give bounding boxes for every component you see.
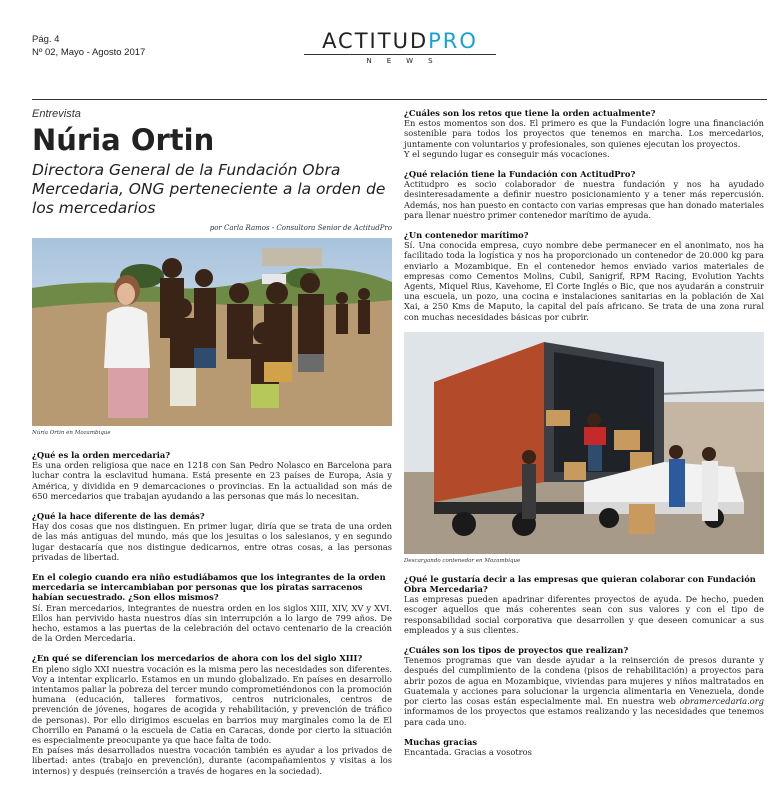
qa-item: [32, 511, 392, 562]
actitudpro-logo: [300, 30, 500, 65]
question: ¿Qué relación tiene la Fundación con ActitudPro?: [404, 169, 636, 180]
logo-divider: [304, 54, 496, 55]
question: ¿Un contenedor marítimo?: [404, 230, 529, 241]
logo-accent-text: PRO: [428, 29, 478, 53]
qa-item: [32, 653, 392, 775]
question: ¿En qué se diferencian los mercedarios de ahora con los del siglo XIII?: [32, 653, 363, 664]
photo-illustration: [404, 332, 764, 554]
interviewee-name: Núria Ortin: [32, 123, 215, 157]
logo-main-text: ACTITUD: [322, 29, 429, 53]
header-divider: [32, 99, 767, 100]
qa-item: [32, 572, 392, 643]
page-header-info: [32, 33, 145, 59]
answer: Encantada. Gracias a vosotros: [404, 746, 532, 757]
left-qa-list: [32, 450, 392, 776]
answer: Hay dos cosas que nos distinguen. En primer lugar, diría que se trata de una orden de las más antiguas del mundo, más que los jesuitas o los salesianos, y en segundo lugar destacaría que nos distingue dedicarnos, entre otras cosas, a las personas privadas de libertad.: [32, 521, 392, 562]
author-byline: por Carla Ramos - Consultora Senior de ActitudPro: [209, 224, 392, 232]
question: ¿Cuáles son los tipos de proyectos que realizan?: [404, 645, 629, 656]
right-qa-list: [404, 574, 764, 757]
question: ¿Cuáles son los retos que tiene la orden actualmente?: [404, 108, 656, 118]
answer: Sí. Una conocida empresa, cuyo nombre debe permanecer en el anonimato, nos ha facilitado toda la logística y nos ha proporcionado un contenedor de 20.000 kg para enviarlo a Mozambique. En el contenedor hemos enviado varios materiales de empresas como Cementos Molins, Cubil, Sanigrif, RPM Racing, Evolution Yachts Agents, Miquel Rius, Kavehome, El Corte Inglés o Bic, que nos ayudarán a construir una escuela, un pozo, una cocina e instalaciones sanitarias en la población de Xai Xai, a 250 Kms de Maputo, la capital del país africano. Se trata de una zona rural con muchas necesidades básicas por cubrir.: [404, 240, 764, 322]
qa-item: [404, 169, 764, 220]
answer-continued: Y el segundo lugar es conseguir más vocaciones.: [404, 148, 610, 159]
answer: Las empresas pueden apadrinar diferentes proyectos de ayuda. De hecho, pueden escoger aquellos que más coherentes sean con sus valores y con el tipo de responsabilidad social corporativa que desarrollen y que deseen comunicar a sus empleados y a sus clientes.: [404, 594, 764, 635]
answer-text: Tenemos programas que van desde ayudar a la reinserción de presos durante y después del cumplimiento de la condena (pisos de rehabilitación) a proyectos para abrir pozos de agua en Mozambique, viviendas para mujeres y niños maltratados en Guatemala y acciones para solucionar la urgencia alimentaria en Venezuela, donde por cierto las cosas están especialmente mal. En nuestra web: [404, 655, 764, 707]
question: En el colegio cuando era niño estudiábamos que los integrantes de la orden mercedaria se intercambiaban por personas que los piratas sarracenos habían secuestrado. ¿Son ellos mismos?: [32, 572, 386, 603]
qa-item: [404, 574, 764, 635]
answer: En pleno siglo XXI nuestra vocación es la misma pero las necesidades son diferentes. Voy a intentar explicarlo. Estamos en un mundo globalizado. En países en desarrollo intentamos paliar la pobreza del tercer mundo comprometiéndonos con la promoción humana (educación, talleres formativos, centros nutricionales, centros de prevención de jóvenes, hogares de acogida y rehabilitación, y prevención de tráfico de personas). Por ello dirigimos escuelas en barrios muy marginales como la de El Chorrillo en Panamá o la escuela de Catia en Caracas, donde por cierto la situación es especialmente preocupante ya que hace falta de todo.: [32, 663, 392, 746]
left-column: [32, 108, 392, 786]
answer: Sí. Eran mercedarios, integrantes de nuestra orden en los siglos XIII, XIV, XV y XVI. Ellos han pervivido hasta nuestros días sin interrupción a lo largo de 799 años. De hecho, estamos a las puertas de la celebración del octavo centenario de la creación de la Orden Mercedaria.: [32, 602, 392, 644]
interviewee-title: Directora General de la Fundación Obra Mercedaria, ONG perteneciente a la orden de los mercedarios: [32, 161, 386, 217]
qa-item: [404, 645, 764, 727]
section-kicker: Entrevista: [32, 108, 81, 120]
photo-nuria-mozambique: [32, 238, 392, 426]
logo-subtitle: NEWS: [366, 57, 448, 65]
right-column: [404, 108, 764, 767]
answer: Actitudpro es socio colaborador de nuestra fundación y nos ha ayudado desinteresadamente a definir nuestro posicionamiento y a tener más repercusión. Además, nos han puesto en contacto con varias empresas que han donado materiales para llenar nuestro primer contenedor marítimo de ayuda.: [404, 179, 764, 220]
issue-date: Nº 02, Mayo - Agosto 2017: [32, 47, 146, 58]
answer: Es una orden religiosa que nace en 1218 con San Pedro Nolasco en Barcelona para luchar contra la esclavitud humana. Está presente en 23 países de Europa, Asia y América, y dividida en 9 demarcaciones o provincias. En la actualidad son más de 650 mercedarios que trabajan ayudando a las personas que más lo necesitan.: [32, 460, 392, 501]
qa-item: [32, 450, 392, 501]
answer-continued: En países más desarrollados nuestra vocación también es ayudar a los privados de libertad: antes (trabajo en prevención), durante (acompañamientos y visitas a los internos) y después (reinserción a través de hogares en la sociedad).: [32, 745, 392, 776]
qa-item: [404, 737, 764, 757]
qa-item: [404, 108, 764, 159]
page-number: Pág. 4: [32, 34, 60, 45]
photo-illustration: [32, 238, 392, 426]
question: ¿Qué es la orden mercedaria?: [32, 450, 171, 460]
answer: [404, 655, 764, 726]
website-link[interactable]: obramercedaria.org: [679, 696, 764, 707]
photo-caption-2: Descargando contenedor en Mozambique: [404, 557, 521, 564]
answer-text-tail: informamos de los proyectos que estamos realizando y las necesidades que tenemos para cada uno.: [404, 706, 764, 727]
photo-caption-1: Núria Ortin en Mozambique: [32, 430, 111, 436]
photo-unloading-container: [404, 332, 764, 554]
question: Muchas gracias: [404, 736, 478, 747]
question: ¿Qué la hace diferente de las demás?: [32, 511, 205, 522]
answer: En estos momentos son dos. El primero es que la Fundación logre una financiación sostenible para todos los proyectos que tenemos en marcha. Los mercedarios, juntamente con voluntarios y profesionales, son quienes ejecutan los proyectos.: [404, 118, 764, 149]
question: ¿Qué le gustaría decir a las empresas que quieran colaborar con Fundación Obra Mercedaria?: [404, 573, 756, 595]
qa-item: [404, 230, 764, 322]
